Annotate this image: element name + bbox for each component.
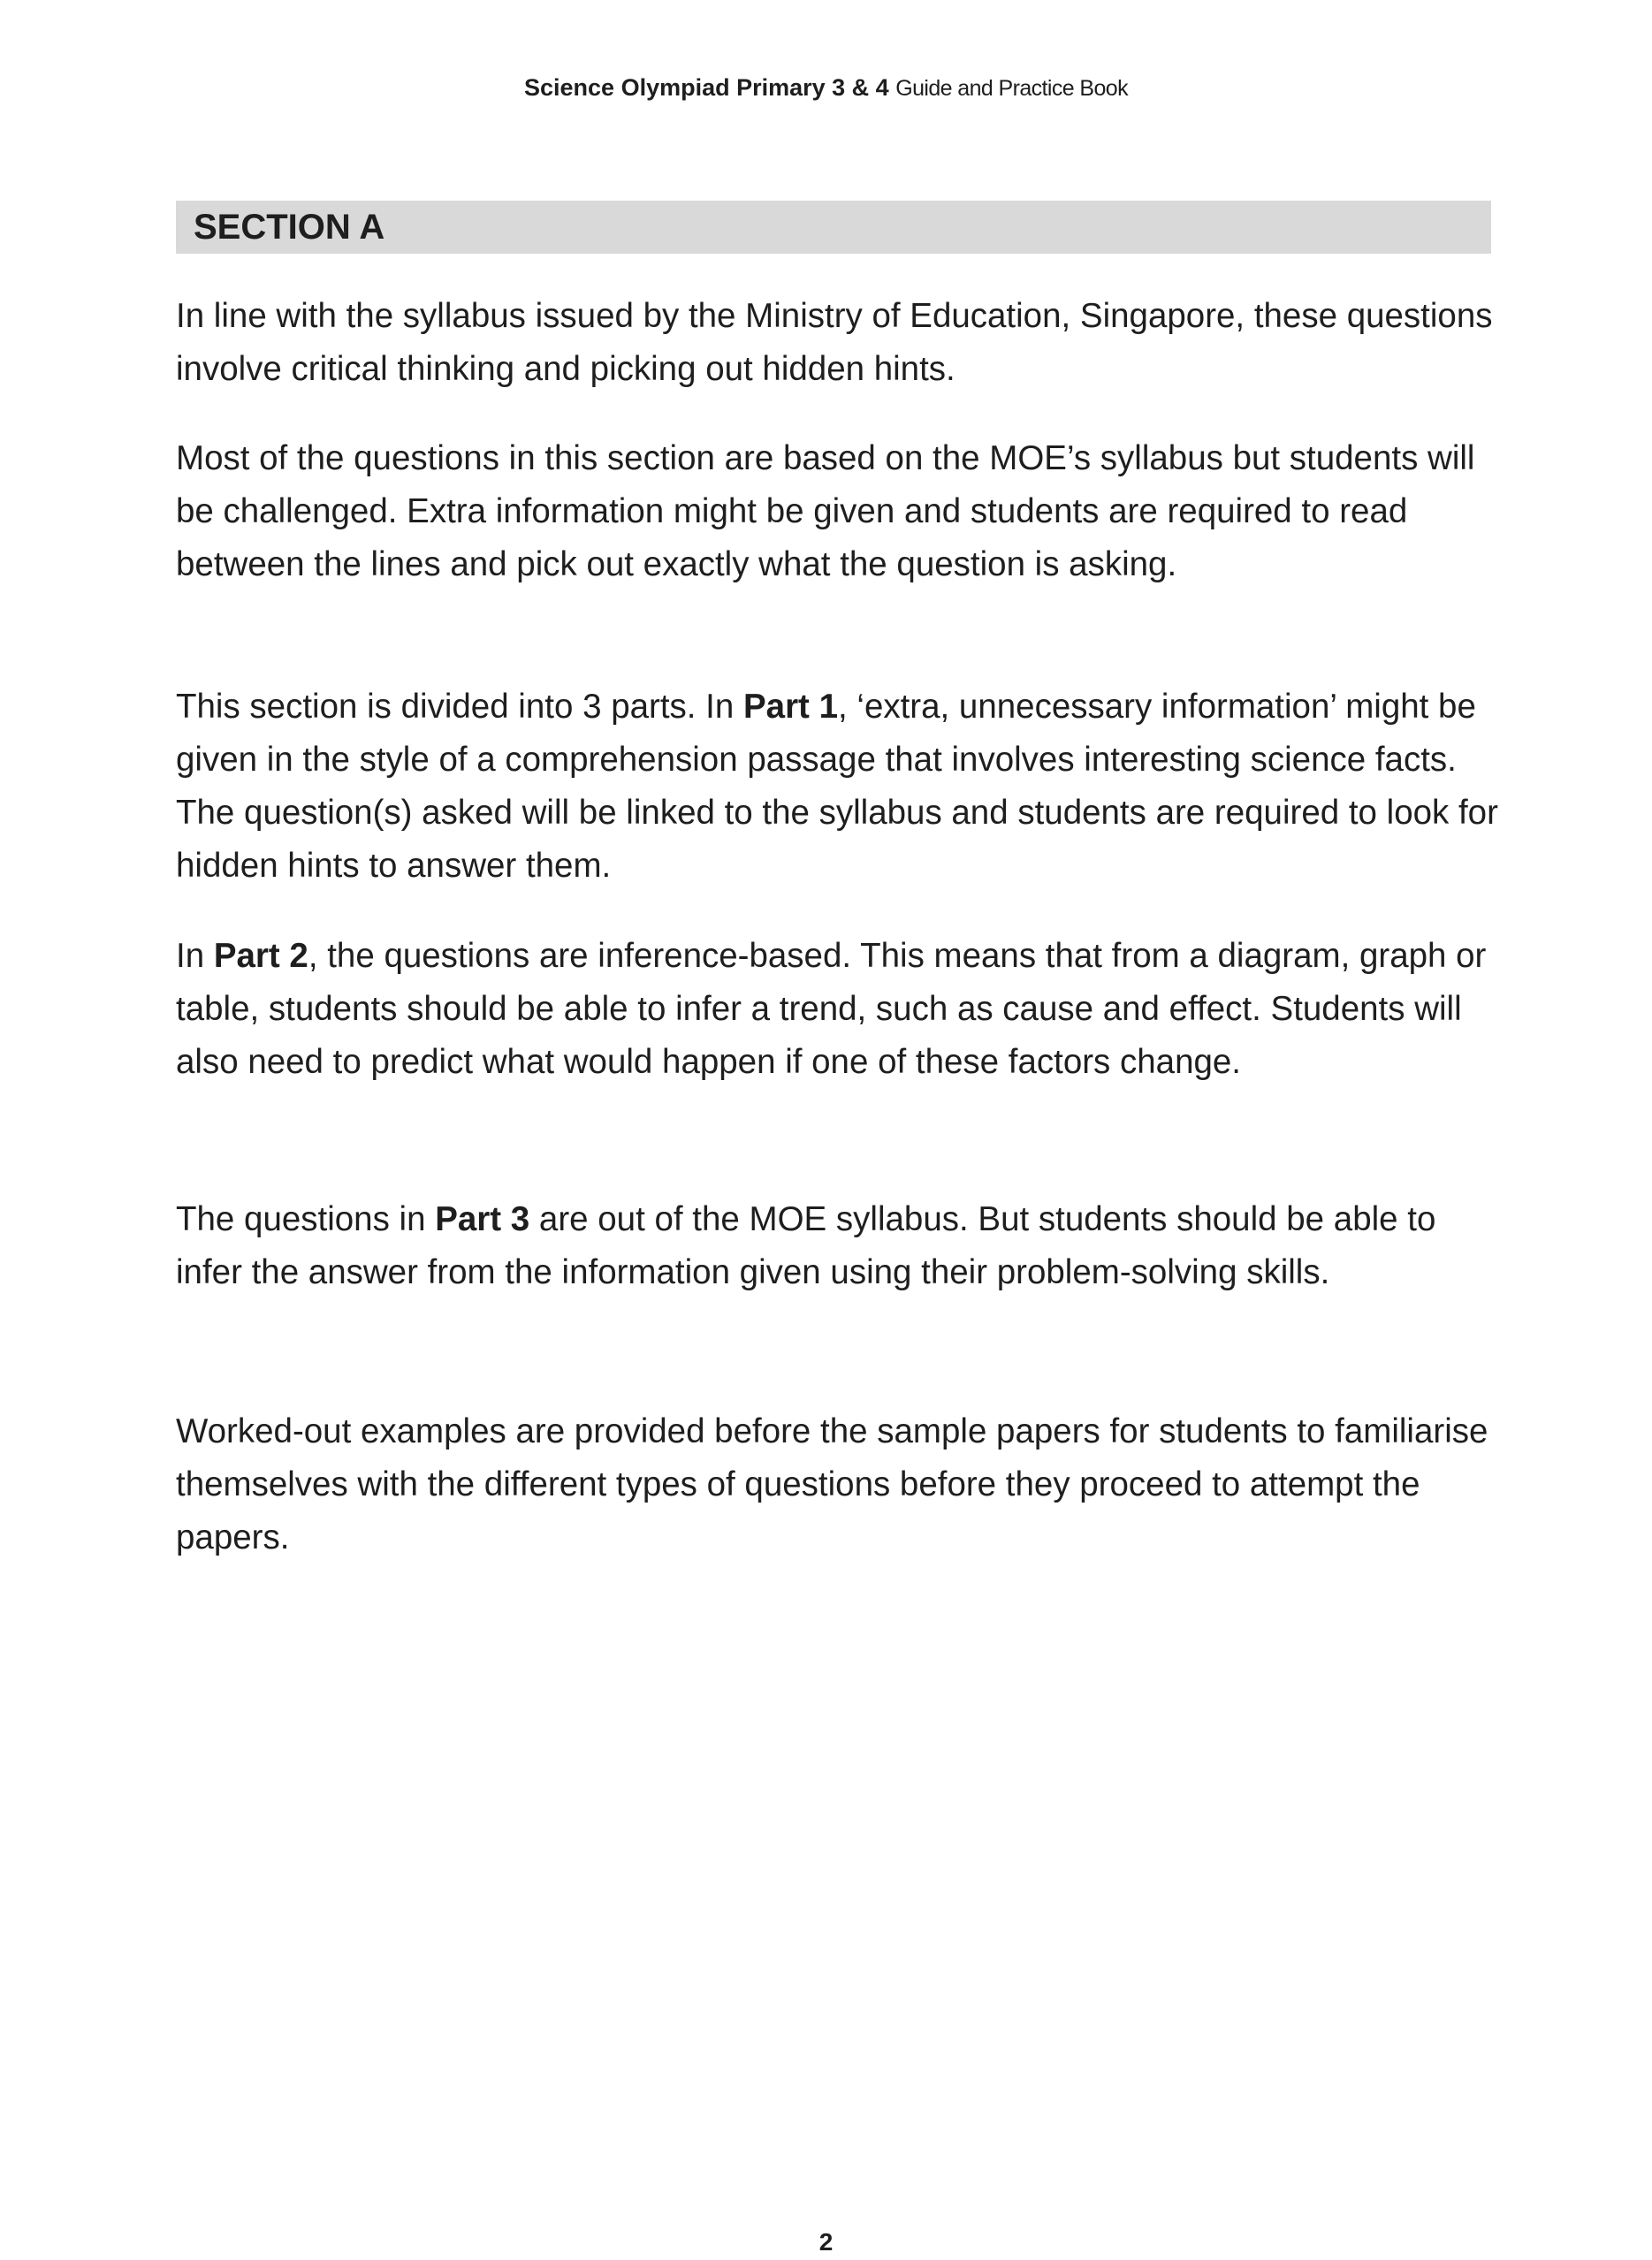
paragraph-intro: In line with the syllabus issued by the Ministry of Education, Singapore, these questions involve critical thinking and picking out hidden hints. (176, 297, 1493, 388)
part3-text-before: The questions in (176, 1200, 436, 1238)
part2-text-after: , the questions are inference-based. This means that from a diagram, graph or table, students should be able to infer a trend, such as cause and effect. Students will also need to predict what would happen if one of these factors change. (176, 937, 1487, 1081)
book-subtitle: Guide and Practice Book (895, 76, 1128, 101)
paragraph-moe-syllabus: Most of the questions in this section are based on the MOE’s syllabus but students will be challenged. Extra information might be given and students are required to read between the lines and pick out exactly what the question is asking. (176, 439, 1475, 583)
part3-label: Part 3 (435, 1200, 530, 1238)
page-number: 2 (818, 2228, 834, 2256)
part1-label: Part 1 (742, 688, 838, 726)
part2-text-before: In (176, 937, 214, 975)
part1-text-before: This section is divided into 3 parts. In (176, 688, 743, 726)
section-heading-bar (176, 201, 1491, 254)
section-heading: SECTION A (194, 208, 385, 247)
paragraph-part-1 (176, 681, 1502, 893)
paragraph-part-2 (176, 930, 1502, 1089)
paragraph-part-3 (176, 1193, 1502, 1299)
part2-label: Part 2 (213, 937, 308, 975)
part1-text-after: , ‘extra, unnecessary information’ might be given in the style of a comprehension passage that involves interesting science facts. The question(s) asked will be linked to the syllabus and students are required to look for hidden hints to answer them. (176, 688, 1498, 885)
running-header (0, 72, 1652, 103)
part3-text-after: are out of the MOE syllabus. But students should be able to infer the answer from the information given using their problem-solving skills. (176, 1200, 1436, 1291)
book-title: Science Olympiad Primary 3 & 4 (524, 74, 889, 101)
paragraph-worked-examples: Worked-out examples are provided before the sample papers for students to familiarise themselves with the different types of questions before they proceed to attempt the papers. (176, 1412, 1488, 1556)
